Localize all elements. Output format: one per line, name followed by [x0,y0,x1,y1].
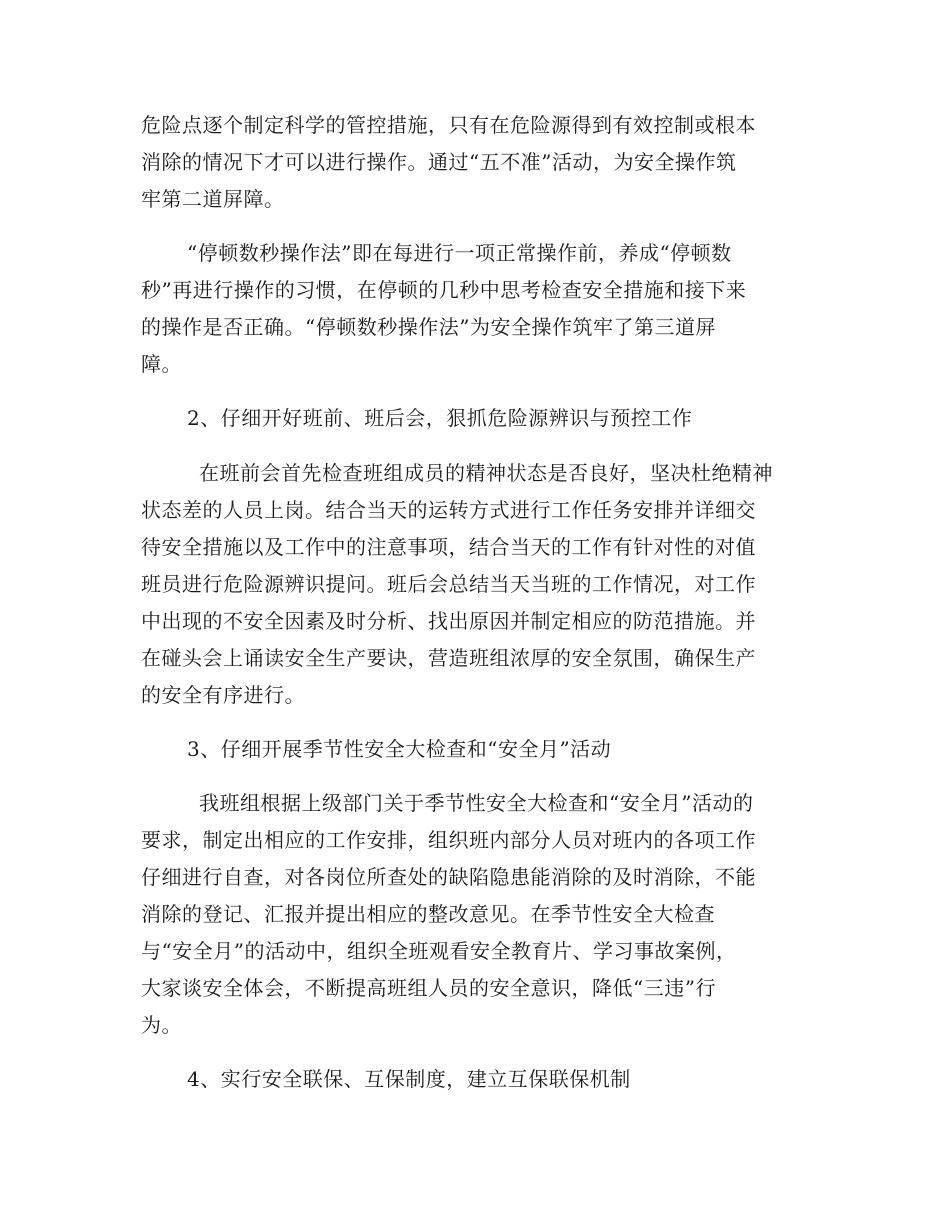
paragraph-line: 待安全措施以及工作中的注意事项，结合当天的工作有针对性的对值 [141,535,756,559]
paragraph-line: “停顿数秒操作法”即在每进行一项正常操作前，养成“停顿数 [187,241,732,265]
section-heading-3: 3、仔细开展季节性安全大检查和“安全月”活动 [187,737,612,761]
section-heading-2: 2、仔细开好班前、班后会，狠抓危险源辨识与预控工作 [187,406,693,430]
paragraph-line: 要求，制定出相应的工作安排，组织班内部分人员对班内的各项工作 [141,828,756,852]
paragraph-line: 消除的情况下才可以进行操作。通过“五不准”活动，为安全操作筑 [141,150,737,174]
paragraph-line: 的安全有序进行。 [141,683,305,707]
paragraph-line: 班员进行危险源辨识提问。班后会总结当天当班的工作情况，对工作 [141,572,756,596]
paragraph-line: 仔细进行自查，对各岗位所查处的缺陷隐患能消除的及时消除，不能 [141,865,756,889]
paragraph-line: 的操作是否正确。“停顿数秒操作法”为安全操作筑牢了第三道屏 [141,315,716,339]
paragraph-line: 危险点逐个制定科学的管控措施，只有在危险源得到有效控制或根本 [141,113,756,137]
paragraph-line: 秒”再进行操作的习惯，在停顿的几秒中思考检查安全措施和接下来 [141,278,747,302]
paragraph-line: 障。 [141,352,182,376]
paragraph-line: 在碰头会上诵读安全生产要诀，营造班组浓厚的安全氛围，确保生产 [141,646,756,670]
paragraph-line: 牢第二道屏障。 [141,187,285,211]
paragraph-line: 为。 [141,1013,182,1037]
paragraph-line: 在班前会首先检查班组成员的精神状态是否良好，坚决杜绝精神 [199,461,773,485]
paragraph-line: 大家谈安全体会，不断提高班组人员的安全意识，降低“三违”行 [141,976,716,1000]
section-heading-4: 4、实行安全联保、互保制度，建立互保联保机制 [187,1067,631,1091]
paragraph-line: 与“安全月”的活动中，组织全班观看安全教育片、学习事故案例， [141,939,737,963]
paragraph-line: 消除的登记、汇报并提出相应的整改意见。在季节性安全大检查 [141,902,715,926]
paragraph-line: 状态差的人员上岗。结合当天的运转方式进行工作任务安排并详细交 [141,498,756,522]
paragraph-line: 我班组根据上级部门关于季节性安全大检查和“安全月”活动的 [199,791,754,815]
paragraph-line: 中出现的不安全因素及时分析、找出原因并制定相应的防范措施。并 [141,609,756,633]
